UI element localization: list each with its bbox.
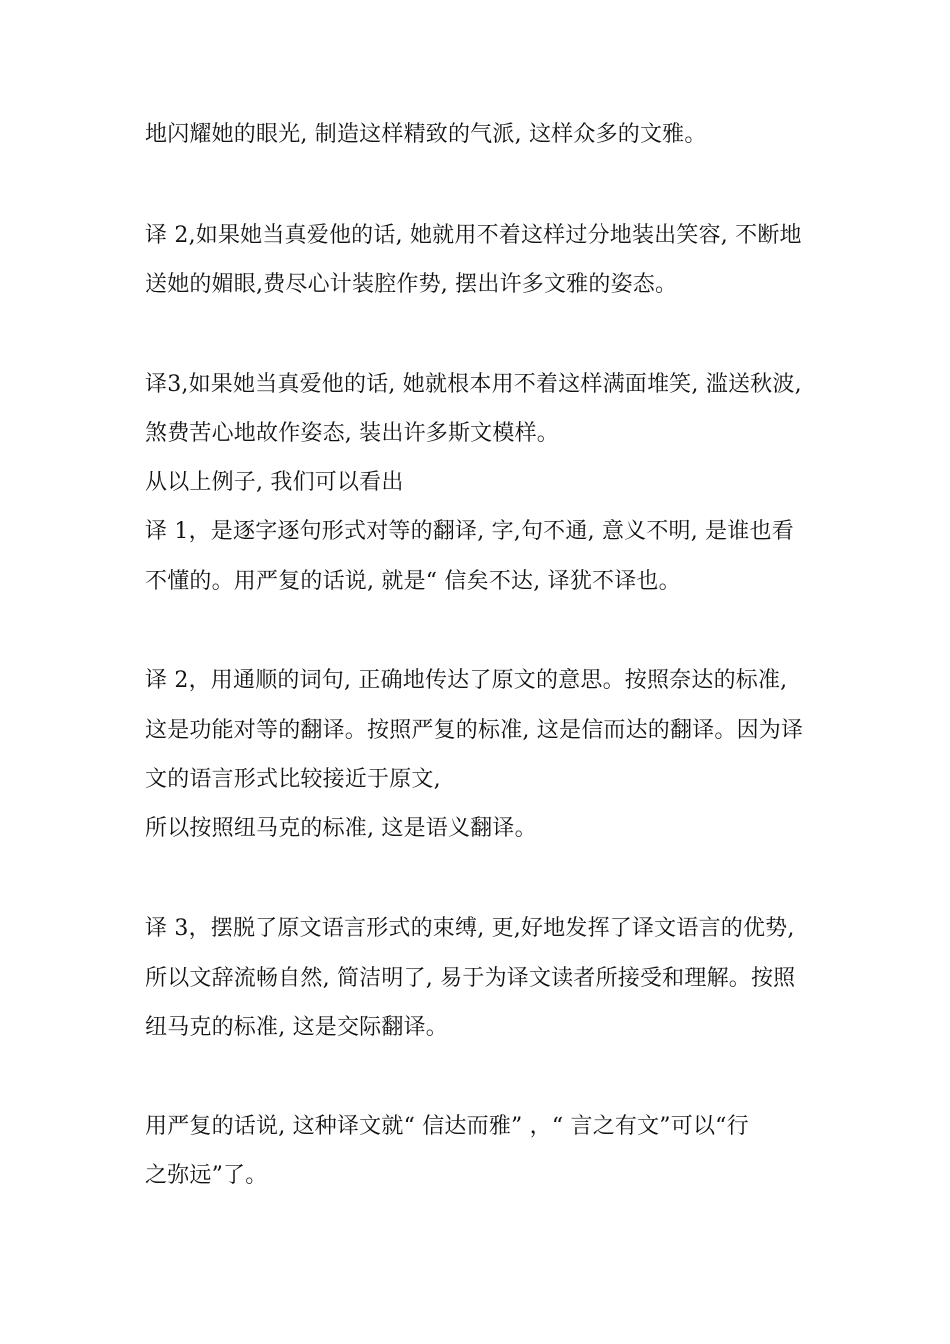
text-line: 之弥远”了。 (145, 1163, 268, 1188)
text-line: 所以按照纽马克的标准, 这是语义翻译。 (145, 816, 537, 841)
text-line: 译 3，摆脱了原文语言形式的束缚, 更,好地发挥了译文语言的优势, (145, 916, 795, 941)
text-line: 煞费苦心地故作姿态, 装出许多斯文模样。 (145, 421, 559, 446)
text-line: 送她的媚眼,费尽心计装腔作势, 摆出许多文雅的姿态。 (145, 272, 678, 297)
text-line: 译 2，用通顺的词句, 正确地传达了原文的意思。按照奈达的标准, (145, 668, 788, 693)
text-line: 译 2,如果她当真爱他的话, 她就用不着这样过分地装出笑容, 不断地 (145, 223, 802, 248)
text-line: 地闪耀她的眼光, 制造这样精致的气派, 这样众多的文雅。 (145, 122, 707, 147)
text-line: 所以文辞流畅自然, 简洁明了, 易于为译文读者所接受和理解。按照 (145, 966, 796, 991)
text-line: 这是功能对等的翻译。按照严复的标准, 这是信而达的翻译。因为译 (145, 718, 804, 743)
text-line: 纽马克的标准, 这是交际翻译。 (145, 1015, 448, 1040)
text-line: 文的语言形式比较接近于原文, (145, 767, 441, 792)
text-line: 不懂的。用严复的话说, 就是“ 信矣不达, 译犹不译也。 (145, 569, 681, 594)
text-line: 从以上例子, 我们可以看出 (145, 470, 404, 495)
text-line: 译3,如果她当真爱他的话, 她就根本用不着这样满面堆笑, 滥送秋波, (145, 372, 802, 397)
text-line: 用严复的话说, 这种译文就“ 信达而雅” ，“ 言之有文”可以“行 (145, 1114, 749, 1139)
text-line: 译 1，是逐字逐句形式对等的翻译, 字,句不通, 意义不明, 是谁也看 (145, 519, 794, 544)
